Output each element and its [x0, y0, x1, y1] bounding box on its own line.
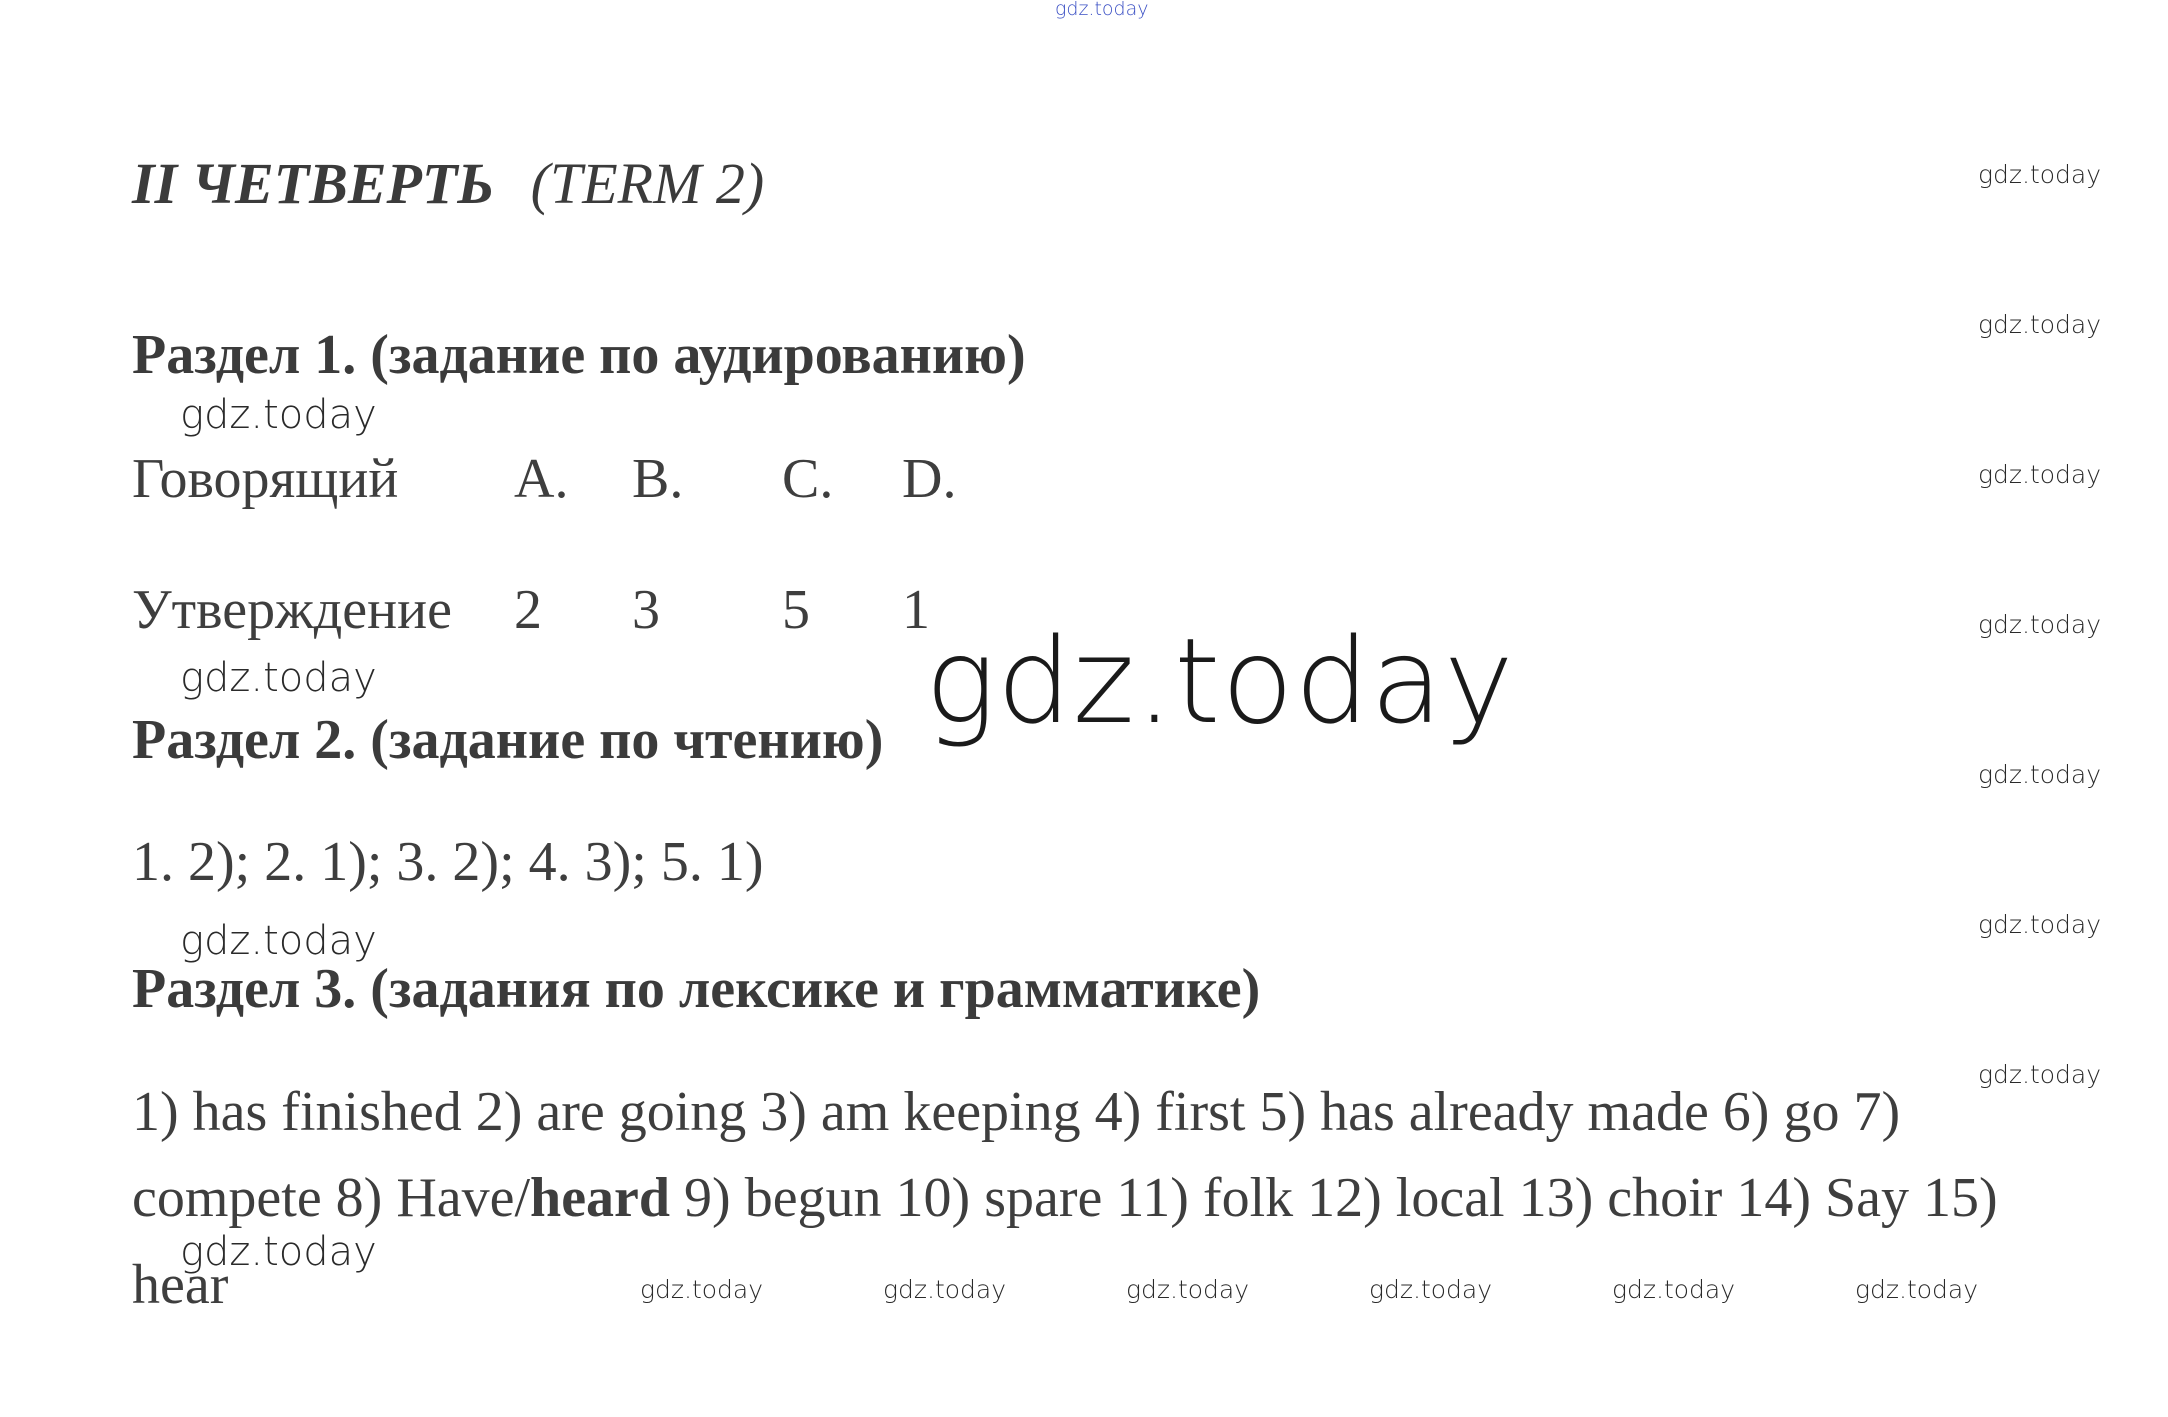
row-cell: 2 [514, 579, 542, 641]
watermark-right: gdz.today [1978, 910, 2102, 939]
watermark-left: gdz.today [180, 392, 377, 438]
section1-heading: Раздел 1. (задание по аудированию) [132, 324, 1026, 386]
section2-heading: Раздел 2. (задание по чтению) [132, 709, 884, 771]
section3-line3: hear [132, 1254, 229, 1316]
watermark-bottom: gdz.today [1612, 1275, 1736, 1304]
row-cell: A. [514, 448, 569, 510]
title-sub: (TERM 2) [530, 151, 765, 216]
watermark-bottom: gdz.today [1126, 1275, 1250, 1304]
page-title [132, 150, 764, 217]
watermark-bottom: gdz.today [883, 1275, 1007, 1304]
watermark-bottom: gdz.today [1855, 1275, 1979, 1304]
row-cell: 5 [782, 579, 810, 641]
row-cell: D. [902, 448, 957, 510]
watermark-right: gdz.today [1978, 160, 2102, 189]
watermark-bottom: gdz.today [1369, 1275, 1493, 1304]
line2-bold-word: heard [530, 1167, 671, 1229]
line2-part-b: 9) begun 10) spare 11) folk 12) local 13) choir 14) Say 15) [670, 1167, 1998, 1229]
section1-row-speaker [132, 447, 956, 511]
row-cell: B. [632, 448, 684, 510]
watermark-left: gdz.today [180, 1229, 377, 1275]
row-label: Утверждение [132, 579, 452, 641]
section3-line1: 1) has finished 2) are going 3) am keeping 4) first 5) has already made 6) go 7) [132, 1081, 1901, 1143]
watermark-right: gdz.today [1978, 310, 2102, 339]
watermark-right: gdz.today [1978, 1060, 2102, 1089]
watermark-bottom: gdz.today [640, 1275, 764, 1304]
watermark-right: gdz.today [1978, 760, 2102, 789]
title-main: II ЧЕТВЕРТЬ [132, 151, 495, 216]
watermark-right: gdz.today [1978, 610, 2102, 639]
section3-line2 [132, 1166, 1998, 1230]
watermark-left: gdz.today [180, 655, 377, 701]
row-cell: C. [782, 448, 834, 510]
watermark-left: gdz.today [180, 918, 377, 964]
row-cell: 3 [632, 579, 660, 641]
row-cell: 1 [902, 579, 930, 641]
row-label: Говорящий [132, 448, 399, 510]
line2-part-a: compete 8) Have/ [132, 1167, 531, 1229]
section1-row-statement [132, 578, 930, 642]
watermark-right: gdz.today [1978, 460, 2102, 489]
section3-heading: Раздел 3. (задания по лексике и грамматике) [132, 958, 1261, 1020]
watermark-large: gdz.today [925, 612, 1515, 750]
section2-answers: 1. 2); 2. 1); 3. 2); 4. 3); 5. 1) [132, 831, 764, 893]
watermark-top: gdz.today [1055, 0, 1149, 20]
